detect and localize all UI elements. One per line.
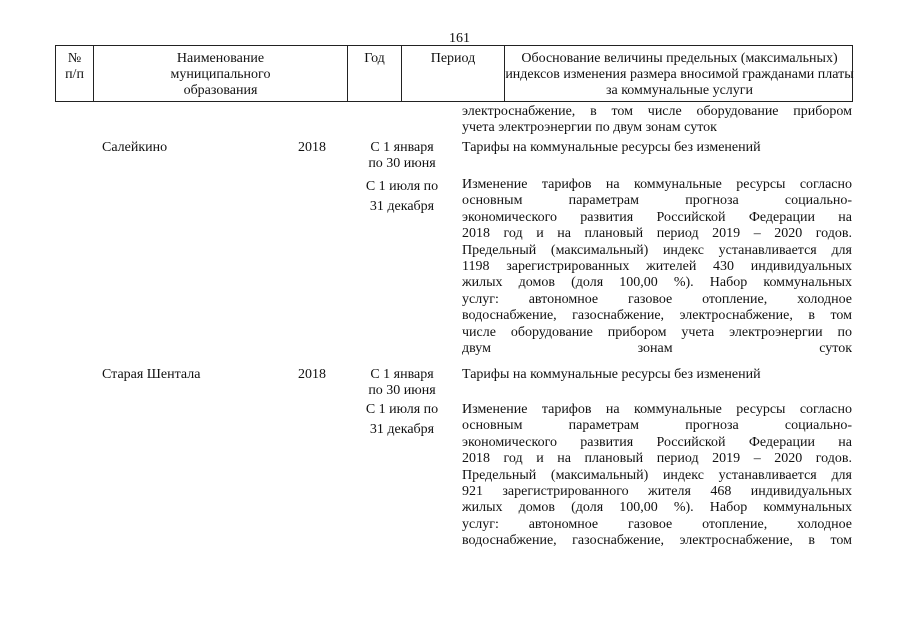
row-1-basis-line: 1198 зарегистрированных жителей 430 индивидуальных xyxy=(462,259,852,275)
row-2-basis-2 xyxy=(462,402,852,550)
row-1-basis-1: Тарифы на коммунальные ресурсы без изменений xyxy=(462,140,761,155)
header-col-basis-l3: за коммунальные услуги xyxy=(605,83,754,98)
row-1-basis-2 xyxy=(462,177,852,357)
row-1-period-1-l1: С 1 января xyxy=(370,140,434,155)
row-2-period-2-l2: 31 декабря xyxy=(369,422,435,437)
header-col-number-l1: № xyxy=(67,51,82,66)
row-1-basis-line: жилых домов (доля 100,00 %). Набор коммунальных xyxy=(462,275,852,291)
row-1-period-1-l2: по 30 июня xyxy=(368,156,436,171)
row-2-period-1-l1: С 1 января xyxy=(370,367,434,382)
row-1-basis-line: водоснабжение, газоснабжение, электроснабжение, в том xyxy=(462,308,852,324)
row-2-period-2-l1: С 1 июля по xyxy=(365,402,439,417)
row-2-basis-line: Изменение тарифов на коммунальные ресурсы согласно xyxy=(462,402,852,417)
row-1-period-2 xyxy=(358,177,446,217)
header-col-name xyxy=(94,46,348,101)
table-header xyxy=(55,45,853,102)
row-2-basis-line: Предельный (максимальный) индекс устанавливается для xyxy=(462,467,852,483)
header-col-number xyxy=(56,46,94,101)
row-2-basis-line: 921 зарегистрированного жителя 468 индивидуальных xyxy=(462,484,852,500)
row-2-basis-line: жилых домов (доля 100,00 %). Набор коммунальных xyxy=(462,500,852,516)
header-col-basis xyxy=(505,46,854,101)
row-2-period-2 xyxy=(358,400,446,440)
row-2-period-1 xyxy=(358,367,446,399)
row-2-basis-line: услуг: автономное газовое отопление, холодное xyxy=(462,516,852,532)
row-1-basis-line: Предельный (максимальный) индекс устанавливается для xyxy=(462,242,852,258)
header-col-name-l3: образования xyxy=(183,83,258,98)
header-col-number-l2: п/п xyxy=(65,67,84,82)
row-1-basis-line: двум зонам суток xyxy=(462,341,852,357)
row-1-basis-line: экономического развития Российской Федерации на xyxy=(462,209,852,225)
row-1-period-2-l1: С 1 июля по xyxy=(365,179,439,194)
header-col-year: Год xyxy=(348,46,402,101)
row-2-name: Старая Шентала xyxy=(102,367,201,382)
continued-line-2: учета электроэнергии по двум зонам суток xyxy=(462,120,717,136)
row-2-basis-line: экономического развития Российской Федерации на xyxy=(462,434,852,450)
row-1-name: Салейкино xyxy=(102,140,168,155)
row-1-period-1 xyxy=(358,140,446,172)
row-1-period-2-l2: 31 декабря xyxy=(369,199,435,214)
row-1-basis-line: Изменение тарифов на коммунальные ресурсы согласно xyxy=(462,177,852,192)
row-2-basis-line: основным параметрам прогноза социально- xyxy=(462,418,852,434)
header-col-name-l2: муниципального xyxy=(170,67,271,82)
row-2-period-1-l2: по 30 июня xyxy=(368,383,436,398)
header-col-basis-l1: Обоснование величины предельных (максимальных) xyxy=(521,51,838,66)
header-col-basis-l2: индексов изменения размера вносимой гражданами платы xyxy=(505,67,854,82)
row-2-basis-line: водоснабжение, газоснабжение, электроснабжение, в том xyxy=(462,533,852,549)
continued-basis xyxy=(462,104,852,137)
row-2-basis-1: Тарифы на коммунальные ресурсы без изменений xyxy=(462,367,761,382)
row-1-basis-line: 2018 год и на плановый период 2019 – 2020 годов. xyxy=(462,226,852,242)
row-1-year: 2018 xyxy=(298,140,326,155)
row-1-basis-line: основным параметрам прогноза социально- xyxy=(462,193,852,209)
page-number: 161 xyxy=(449,31,470,46)
row-1-basis-line: числе оборудование прибором учета электроэнергии по xyxy=(462,324,852,340)
continued-line-1: электроснабжение, в том числе оборудование прибором xyxy=(462,104,852,119)
row-2-year: 2018 xyxy=(298,367,326,382)
row-1-basis-line: услуг: автономное газовое отопление, холодное xyxy=(462,291,852,307)
header-col-name-l1: Наименование xyxy=(176,51,265,66)
header-col-period: Период xyxy=(402,46,505,101)
row-2-basis-line: 2018 год и на плановый период 2019 – 2020 годов. xyxy=(462,451,852,467)
